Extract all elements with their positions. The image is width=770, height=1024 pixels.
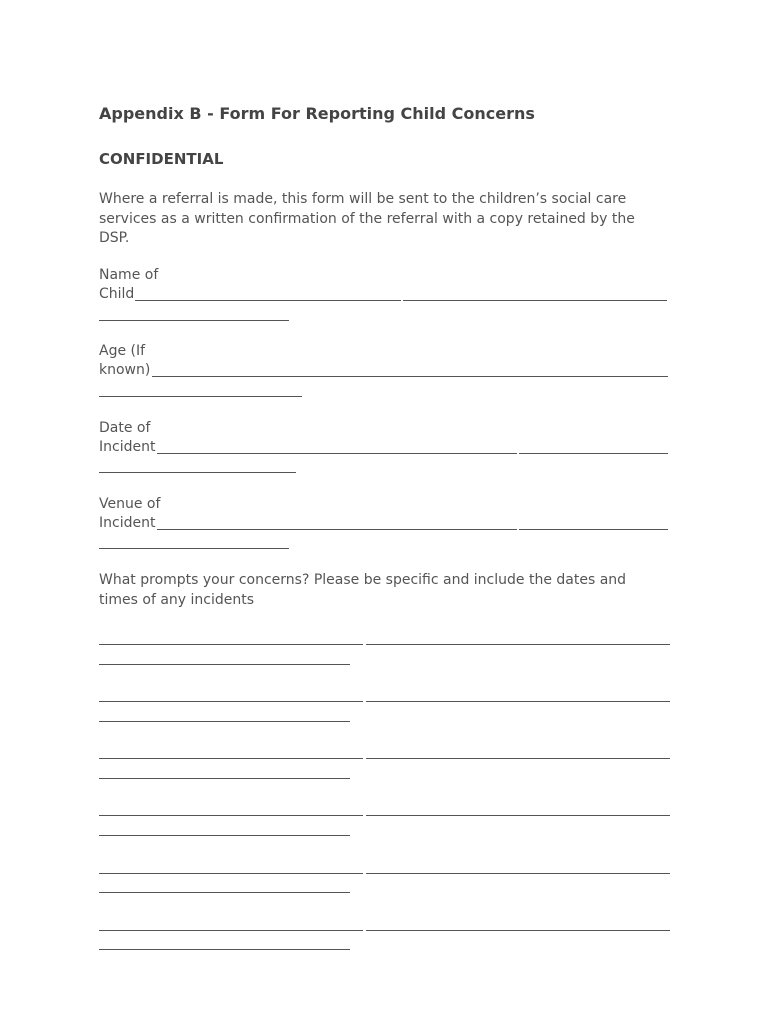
concerns-answer-line[interactable] bbox=[366, 644, 670, 645]
field-label-line2: Incident bbox=[99, 439, 156, 455]
intro-paragraph: Where a referral is made, this form will be sent to the children’s social care services as a written confirmation of the referral with a copy retained by the DSP. bbox=[99, 191, 635, 246]
venue-of-incident-underline[interactable] bbox=[157, 529, 517, 530]
name-of-child-underline[interactable] bbox=[99, 320, 289, 321]
concerns-answer-line[interactable] bbox=[366, 873, 670, 874]
venue-of-incident-field[interactable] bbox=[99, 495, 679, 533]
concerns-answer-line[interactable] bbox=[99, 644, 363, 645]
date-of-incident-underline[interactable] bbox=[99, 472, 296, 473]
field-label-line1: Venue of bbox=[99, 496, 161, 512]
concerns-answer-line[interactable] bbox=[99, 701, 363, 702]
age-underline[interactable] bbox=[99, 396, 302, 397]
confidential-heading: CONFIDENTIAL bbox=[99, 150, 224, 168]
concerns-prompt: What prompts your concerns? Please be specific and include the dates and times of any incidents bbox=[99, 572, 627, 608]
concerns-answer-line[interactable] bbox=[99, 835, 350, 836]
date-of-incident-underline[interactable] bbox=[157, 453, 517, 454]
name-of-child-field[interactable] bbox=[99, 266, 679, 304]
concerns-answer-line[interactable] bbox=[99, 721, 350, 722]
field-label-line1: Age (If bbox=[99, 343, 146, 359]
date-of-incident-field[interactable] bbox=[99, 419, 679, 457]
field-label-line2: Incident bbox=[99, 515, 156, 531]
venue-of-incident-underline[interactable] bbox=[519, 529, 668, 530]
concerns-answer-line[interactable] bbox=[366, 930, 670, 931]
concerns-answer-line[interactable] bbox=[99, 892, 350, 893]
date-of-incident-underline[interactable] bbox=[519, 453, 668, 454]
venue-of-incident-underline[interactable] bbox=[99, 548, 289, 549]
field-label-line2: known) bbox=[99, 362, 151, 378]
concerns-answer-line[interactable] bbox=[99, 758, 363, 759]
concerns-answer-line[interactable] bbox=[99, 873, 363, 874]
concerns-answer-line[interactable] bbox=[366, 815, 670, 816]
name-of-child-underline[interactable] bbox=[403, 300, 667, 301]
concerns-answer-line[interactable] bbox=[366, 758, 670, 759]
name-of-child-underline[interactable] bbox=[135, 300, 401, 301]
document-title: Appendix B - Form For Reporting Child Concerns bbox=[99, 104, 535, 123]
age-underline[interactable] bbox=[152, 376, 668, 377]
field-label-line2: Child bbox=[99, 286, 135, 302]
concerns-answer-line[interactable] bbox=[99, 815, 363, 816]
concerns-answer-line[interactable] bbox=[366, 701, 670, 702]
field-label-line1: Name of bbox=[99, 267, 159, 283]
concerns-answer-line[interactable] bbox=[99, 778, 350, 779]
concerns-answer-line[interactable] bbox=[99, 949, 350, 950]
concerns-answer-line[interactable] bbox=[99, 930, 363, 931]
concerns-answer-line[interactable] bbox=[99, 664, 350, 665]
field-label-line1: Date of bbox=[99, 420, 151, 436]
age-field[interactable] bbox=[99, 342, 679, 380]
